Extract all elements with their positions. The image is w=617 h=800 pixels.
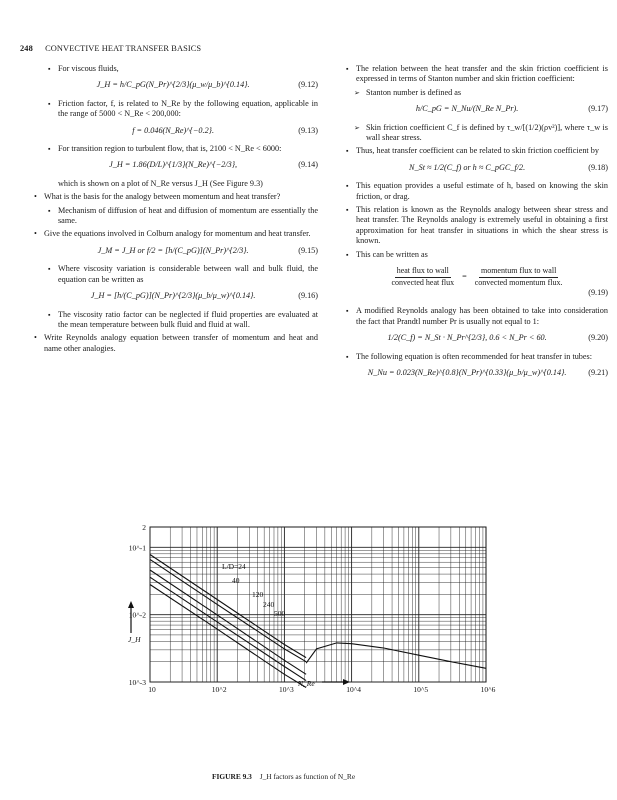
subbullet-skin-coefficient: ➢ Skin friction coefficient C_f is defined by τ_w/[(1/2)(ρv²)], where τ_w is wall shear stress. xyxy=(354,123,608,144)
curve-label: L/D=24 xyxy=(222,562,246,571)
left-column xyxy=(44,64,318,357)
equation-expr: N_Nu = 0.023(N_Re)^{0.8}(N_Pr)^{0.33}(μ_b/μ_w)^{0.14}. xyxy=(367,367,567,377)
curve-l-d-120 xyxy=(150,570,306,674)
equation-number: (9.17) xyxy=(588,104,608,114)
x-tick-label: 10^3 xyxy=(279,685,294,694)
curve-label: 240 xyxy=(263,600,275,609)
equation-number: (9.12) xyxy=(298,80,318,90)
equation-number: (9.18) xyxy=(588,162,608,172)
equation-9-21 xyxy=(346,368,608,378)
chart-labels xyxy=(128,523,496,694)
y-axis-arrowhead-icon xyxy=(128,601,134,608)
bullet-modified: ▪ A modified Reynolds analogy has been obtained to take into consideration the fact that Prandtl number Pr is usually not equal to 1: xyxy=(346,306,608,327)
equation-9-16 xyxy=(48,291,318,301)
x-tick-label: 10 xyxy=(148,685,156,694)
bullet-viscosity-ratio: ▪ The viscosity ratio factor can be neglected if fluid properties are evaluated at the mean temperature between bulk fluid and fluid at wall. xyxy=(48,310,318,331)
bullet-reynolds-analogy: ▪ This relation is known as the Reynolds analogy between shear stress and heat transfer. The Reynolds analogy is extremely useful in obtaining a first approximation for heat transfer in situations in which the shear stress is known. xyxy=(346,205,608,247)
y-tick-label: 10^-2 xyxy=(128,610,146,620)
y-tick-label: 10^-1 xyxy=(128,543,146,553)
y-tick-label-top: 2 xyxy=(142,523,146,532)
jh-factor-chart xyxy=(0,515,617,767)
question-reynolds: • Write Reynolds analogy equation between transfer of momentum and heat and name other analogies. xyxy=(34,333,318,354)
equation-expr: J_H = 1.86(D/L)^{1/3}(N_Re)^{−2/3}, xyxy=(109,160,238,170)
equation-expr: J_H = h/C_pG(N_Pr)^{2/3}(μ_w/μ_b)^{0.14}. xyxy=(96,80,250,90)
equation-9-20 xyxy=(346,333,608,343)
equation-number: (9.19) xyxy=(588,287,608,297)
x-axis-title: N_Re xyxy=(298,679,315,688)
equation-expr: J_M = J_H or f/2 = [h/(C_pG)](N_Pr)^{2/3}. xyxy=(97,245,249,255)
x-tick-label: 10^5 xyxy=(413,685,429,694)
fraction-denominator: convected heat flux xyxy=(391,277,455,287)
equation-expr: 1/2(C_f) = N_St · N_Pr^{2/3}, 0.6 < N_Pr < 60. xyxy=(387,333,547,343)
y-axis-title: J_H xyxy=(128,635,141,644)
fraction-numerator: momentum flux to wall xyxy=(479,266,558,277)
fraction-momentum xyxy=(475,266,563,288)
bullet-written-as: ▪ This can be written as xyxy=(346,250,608,260)
bullet-viscosity-variation: ▪ Where viscosity variation is considerable between wall and bulk fluid, the equation can be written as xyxy=(48,264,318,285)
equation-expr: f = 0.046(N_Re)^{−0.2}. xyxy=(132,125,214,135)
bullet-friction: ▪ Friction factor, f, is related to N_Re by the following equation, applicable in the range of 5000 < N_Re < 200,000: xyxy=(48,99,318,120)
equation-number: (9.13) xyxy=(298,125,318,135)
equation-number: (9.21) xyxy=(588,367,608,377)
equation-number: (9.20) xyxy=(588,333,608,343)
fraction-numerator: heat flux to wall xyxy=(395,266,451,277)
curve-label: 120 xyxy=(252,590,264,599)
figure-caption-text: J_H factors as function of N_Re xyxy=(259,772,356,781)
paragraph-plot-ref: which is shown on a plot of N_Re versus J_H (See Figure 9.3) xyxy=(58,178,263,188)
curve-label: 500 xyxy=(274,609,286,618)
equation-number: (9.16) xyxy=(298,291,318,301)
bullet-skin-friction: ▪ The relation between the heat transfer and the skin friction coefficient is expressed in terms of Stanton number and skin friction coefficient: xyxy=(346,64,608,85)
question-analogy-basis: • What is the basis for the analogy between momentum and heat transfer? xyxy=(34,192,318,202)
curve-l-d-240 xyxy=(150,577,306,680)
equation-number: (9.14) xyxy=(298,160,318,170)
running-title: CONVECTIVE HEAT TRANSFER BASICS xyxy=(45,44,202,53)
curve-turbulent xyxy=(306,643,486,668)
equation-expr: J_H = [h/(C_pG)](N_Pr)^{2/3}(μ_b/μ_w)^{0.14}. xyxy=(90,291,256,301)
bullet-thus: ▪ Thus, heat transfer coefficient can be related to skin friction coefficient by xyxy=(346,146,608,156)
x-tick-label: 10^2 xyxy=(211,685,227,694)
figure-label: FIGURE 9.3 xyxy=(212,772,252,781)
bullet-estimate: ▪ This equation provides a useful estimate of h, based on knowing the skin friction, or drag. xyxy=(346,181,608,202)
equation-expr: h/C_pG = N_Nu/(N_Re N_Pr). xyxy=(415,104,519,114)
fraction-heat xyxy=(391,266,454,288)
page-number: 248 xyxy=(20,44,33,53)
equation-9-19 xyxy=(346,266,608,288)
running-header xyxy=(20,44,201,53)
bullet-tubes: ▪ The following equation is often recommended for heat transfer in tubes: xyxy=(346,352,608,362)
equation-9-12 xyxy=(48,80,318,90)
bullet-mechanism: ▪ Mechanism of diffusion of heat and diffusion of momentum are essentially the same. xyxy=(48,206,318,227)
fraction-denominator: convected momentum flux. xyxy=(474,277,563,287)
equation-9-13 xyxy=(48,126,318,136)
equation-9-14 xyxy=(48,160,318,170)
equation-expr: N_St ≈ 1/2(C_f) or h ≈ C_pGC_f/2. xyxy=(409,162,526,172)
equation-number: (9.15) xyxy=(298,245,318,255)
x-tick-label: 10^4 xyxy=(346,685,361,694)
equation-9-18 xyxy=(346,163,608,173)
bullet-viscous: ▪ For viscous fluids, xyxy=(48,64,318,74)
figure-caption xyxy=(212,772,355,781)
y-tick-label: 10^-3 xyxy=(128,678,146,687)
equation-9-17 xyxy=(346,104,608,114)
x-tick-label: 10^6 xyxy=(480,685,496,694)
equals-sign: = xyxy=(462,271,467,281)
curve-l-d-500 xyxy=(150,585,306,688)
curve-label: 40 xyxy=(232,576,240,585)
equation-9-15 xyxy=(48,246,318,256)
question-colburn: • Give the equations involved in Colburn analogy for momentum and heat transfer. xyxy=(34,229,318,239)
right-column xyxy=(346,64,608,386)
subbullet-stanton: ➢ Stanton number is defined as xyxy=(354,88,608,98)
bullet-transition: ▪ For transition region to turbulent flow, that is, 2100 < N_Re < 6000: xyxy=(48,144,318,154)
